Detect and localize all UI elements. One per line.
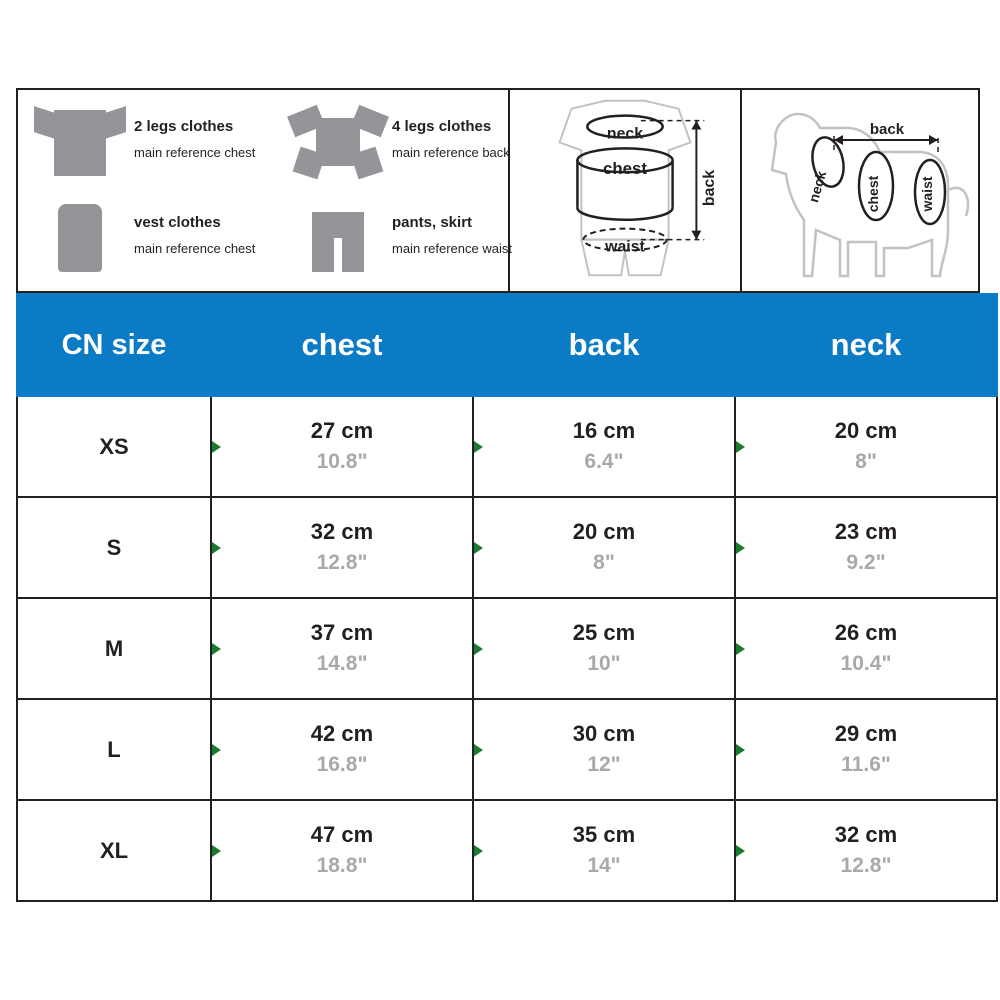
cell-chest [211,497,473,598]
legend-subtitle: main reference chest [134,145,256,160]
table-body [17,396,997,901]
neck-cm: 23 cm [834,518,898,544]
size-table [16,293,998,902]
header-cn-size: CN size [17,294,211,396]
cell-size: XS [17,396,211,497]
chest-cm: 47 cm [310,821,374,847]
back-cm: 30 cm [572,720,636,746]
cell-neck [735,396,997,497]
cell-size: L [17,699,211,800]
chest-cm: 32 cm [310,518,374,544]
svg-text:chest: chest [865,175,881,213]
cell-size: M [17,598,211,699]
legend-item-pants [290,196,512,276]
header-neck: neck [735,294,997,396]
table-row [17,699,997,800]
chest-in: 14.8" [316,651,368,675]
neck-cm: 32 cm [834,821,898,847]
legend-subtitle: main reference back [392,145,510,160]
table-row [17,800,997,901]
neck-cm: 29 cm [834,720,898,746]
svg-text:neck: neck [805,169,830,205]
neck-in: 12.8" [840,853,892,877]
back-cm: 16 cm [572,417,636,443]
legend-title: 2 legs clothes [134,118,234,135]
chest-cm: 27 cm [310,417,374,443]
neck-cm: 20 cm [834,417,898,443]
back-in: 14" [587,853,621,877]
back-in: 12" [587,752,621,776]
back-cm: 20 cm [572,518,636,544]
cell-chest [211,800,473,901]
cell-size: S [17,497,211,598]
cell-chest [211,598,473,699]
chest-cm: 37 cm [310,619,374,645]
cell-back [473,699,735,800]
tee-shirt-icon [32,100,128,180]
neck-cm: 26 cm [834,619,898,645]
legend-panel [16,88,980,293]
cell-neck [735,497,997,598]
legend-subtitle: main reference waist [392,241,512,256]
table-row [17,598,997,699]
chest-in: 18.8" [316,853,368,877]
svg-text:back: back [701,169,719,207]
back-in: 6.4" [584,449,624,473]
garment-legend-group [18,90,510,291]
four-legs-suit-icon [290,100,386,180]
neck-in: 8" [855,449,877,473]
cell-neck [735,598,997,699]
human-measure-diagram [510,90,742,291]
cell-back [473,598,735,699]
back-cm: 25 cm [572,619,636,645]
svg-text:neck: neck [606,125,644,143]
cell-neck [735,800,997,901]
cell-neck [735,699,997,800]
chest-cm: 42 cm [310,720,374,746]
chest-in: 10.8" [316,449,368,473]
legend-item-4-legs [290,100,510,180]
neck-in: 9.2" [846,550,886,574]
cell-chest [211,699,473,800]
back-in: 10" [587,651,621,675]
legend-title: pants, skirt [392,214,473,231]
legend-title: 4 legs clothes [392,118,492,135]
header-back: back [473,294,735,396]
legend-title: vest clothes [134,214,221,231]
svg-text:chest: chest [602,159,648,179]
cell-back [473,396,735,497]
cell-back [473,497,735,598]
svg-text:waist: waist [605,238,645,256]
cell-size: XL [17,800,211,901]
dog-measure-diagram [742,90,978,291]
table-row [17,396,997,497]
svg-text:back: back [869,121,905,138]
neck-in: 11.6" [841,752,891,776]
cell-back [473,800,735,901]
back-cm: 35 cm [572,821,636,847]
cell-chest [211,396,473,497]
chest-in: 16.8" [316,752,368,776]
chest-in: 12.8" [316,550,368,574]
table-row [17,497,997,598]
back-in: 8" [593,550,615,574]
vest-icon [32,196,128,276]
header-chest: chest [211,294,473,396]
legend-item-vest [32,196,255,276]
legend-subtitle: main reference chest [134,241,256,256]
pants-icon [290,196,386,276]
legend-item-2-legs [32,100,255,180]
table-header [17,294,997,396]
svg-text:waist: waist [919,176,935,212]
neck-in: 10.4" [840,651,892,675]
